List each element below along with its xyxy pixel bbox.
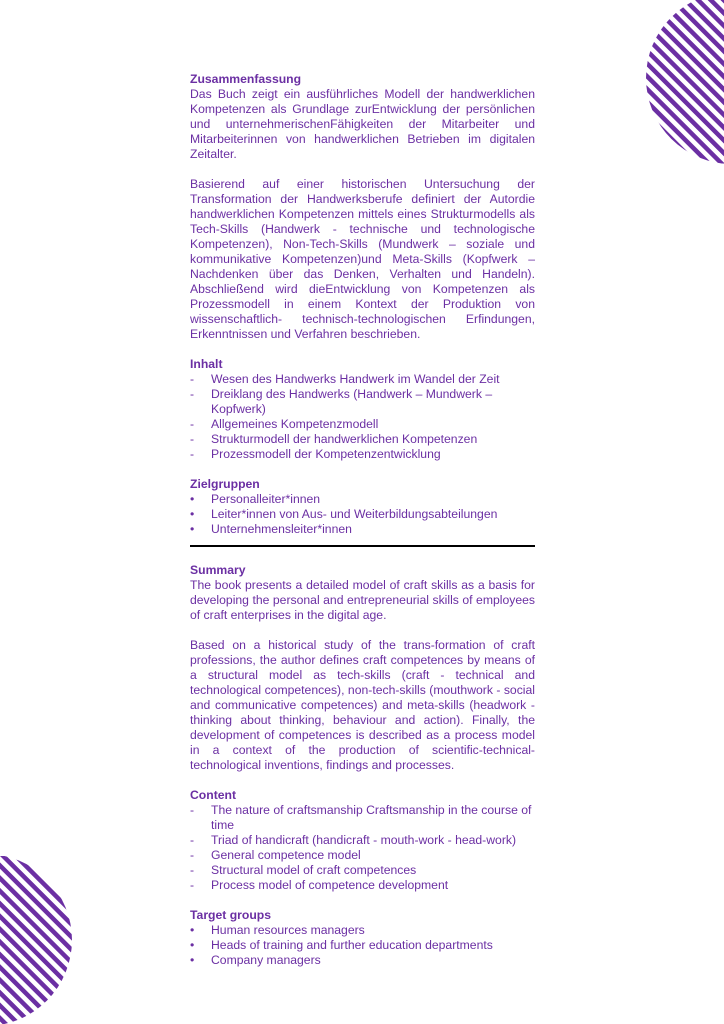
target-heading-de: Zielgruppen <box>190 477 260 491</box>
german-section <box>190 72 535 537</box>
dash-marker: - <box>190 387 195 401</box>
list-item: • Heads of training and further education departments <box>190 938 493 952</box>
bullet-marker: • <box>190 507 195 521</box>
summary-paragraph-de-2: Basierend auf einer historischen Untersuchung der Transformation der Handwerksberufe definiert der Autordie handwerklichen Kompetenzen mittels eines Strukturmodells als Tech-Skills (Handwerk - technische und technologische Kompetenzen), Non-Tech-Skills (Mundwerk – soziale und kommunikative Kompetenzen)und Meta-Skills (Kopfwerk – Nachdenken über das Denken, Verhalten und Handeln). Abschließend wird dieEntwicklung von Kompetenzen als Prozessmodell in einem Kontext der Produktion von wissenschaftlich- technisch-technologischen Erfindungen, Erkenntnissen und Verfahren beschrieben. <box>190 177 535 341</box>
list-item: • Leiter*innen von Aus- und Weiterbildungsabteilungen <box>190 507 498 521</box>
list-item: - The nature of craftsmanship Craftsmanship in the course of time <box>190 803 532 832</box>
content-heading-en: Content <box>190 788 237 802</box>
page-content <box>190 72 535 968</box>
list-item: - Strukturmodell der handwerklichen Kompetenzen <box>190 432 478 446</box>
dash-marker: - <box>190 833 195 847</box>
bullet-marker: • <box>190 953 195 967</box>
list-item: - Dreiklang des Handwerks (Handwerk – Mundwerk – Kopfwerk) <box>190 387 493 416</box>
english-section <box>190 563 535 968</box>
list-item: - General competence model <box>190 848 361 862</box>
target-list-de <box>190 492 535 537</box>
target-list-en <box>190 923 535 968</box>
dash-marker: - <box>190 878 195 892</box>
dash-marker: - <box>190 372 195 386</box>
dash-marker: - <box>190 417 195 431</box>
bullet-marker: • <box>190 938 195 952</box>
striped-quarter-circle-icon <box>0 856 72 1024</box>
dash-marker: - <box>190 848 195 862</box>
list-item: - Wesen des Handwerks Handwerk im Wandel der Zeit <box>190 372 500 386</box>
bullet-marker: • <box>190 492 195 506</box>
dash-marker: - <box>190 432 195 446</box>
list-item: • Unternehmensleiter*innen <box>190 522 352 536</box>
content-list-de <box>190 372 535 462</box>
summary-heading-en: Summary <box>190 563 246 577</box>
target-heading-en: Target groups <box>190 908 272 922</box>
section-divider <box>190 545 535 547</box>
list-item: - Allgemeines Kompetenzmodell <box>190 417 379 431</box>
list-item: - Process model of competence development <box>190 878 449 892</box>
list-item: - Prozessmodell der Kompetenzentwicklung <box>190 447 441 461</box>
bullet-marker: • <box>190 522 195 536</box>
striped-quarter-circle-icon <box>644 0 724 165</box>
list-item: - Triad of handicraft (handicraft - mouth-work - head-work) <box>190 833 517 847</box>
list-item: • Personalleiter*innen <box>190 492 321 506</box>
summary-paragraph-en-2: Based on a historical study of the trans-formation of craft professions, the author defines craft competences by means of a structural model as tech-skills (craft - technical and technological competences), non-tech-skills (mouthwork - social and communicative competences) and meta-skills (headwork - thinking about thinking, behaviour and action). Finally, the development of competences is described as a process model in a context of the production of scientific-technical-technological inventions, findings and processes. <box>190 638 535 772</box>
summary-heading-de: Zusammenfassung <box>190 72 302 86</box>
bullet-marker: • <box>190 923 195 937</box>
summary-paragraph-en-1: The book presents a detailed model of craft skills as a basis for developing the personal and entrepreneurial skills of employees of craft enterprises in the digital age. <box>190 578 535 622</box>
summary-paragraph-de-1: Das Buch zeigt ein ausführliches Modell der handwerklichen Kompetenzen als Grundlage zurEntwicklung der persönlichen und unternehmerischenFähigkeiten der Mitarbeiter und Mitarbeiterinnen von handwerklichen Betrieben im digitalen Zeitalter. <box>190 87 535 161</box>
content-heading-de: Inhalt <box>190 357 223 371</box>
list-item: - Structural model of craft competences <box>190 863 417 877</box>
list-item: • Company managers <box>190 953 321 967</box>
list-item: • Human resources managers <box>190 923 365 937</box>
content-list-en <box>190 803 535 893</box>
dash-marker: - <box>190 447 195 461</box>
dash-marker: - <box>190 803 195 817</box>
dash-marker: - <box>190 863 195 877</box>
